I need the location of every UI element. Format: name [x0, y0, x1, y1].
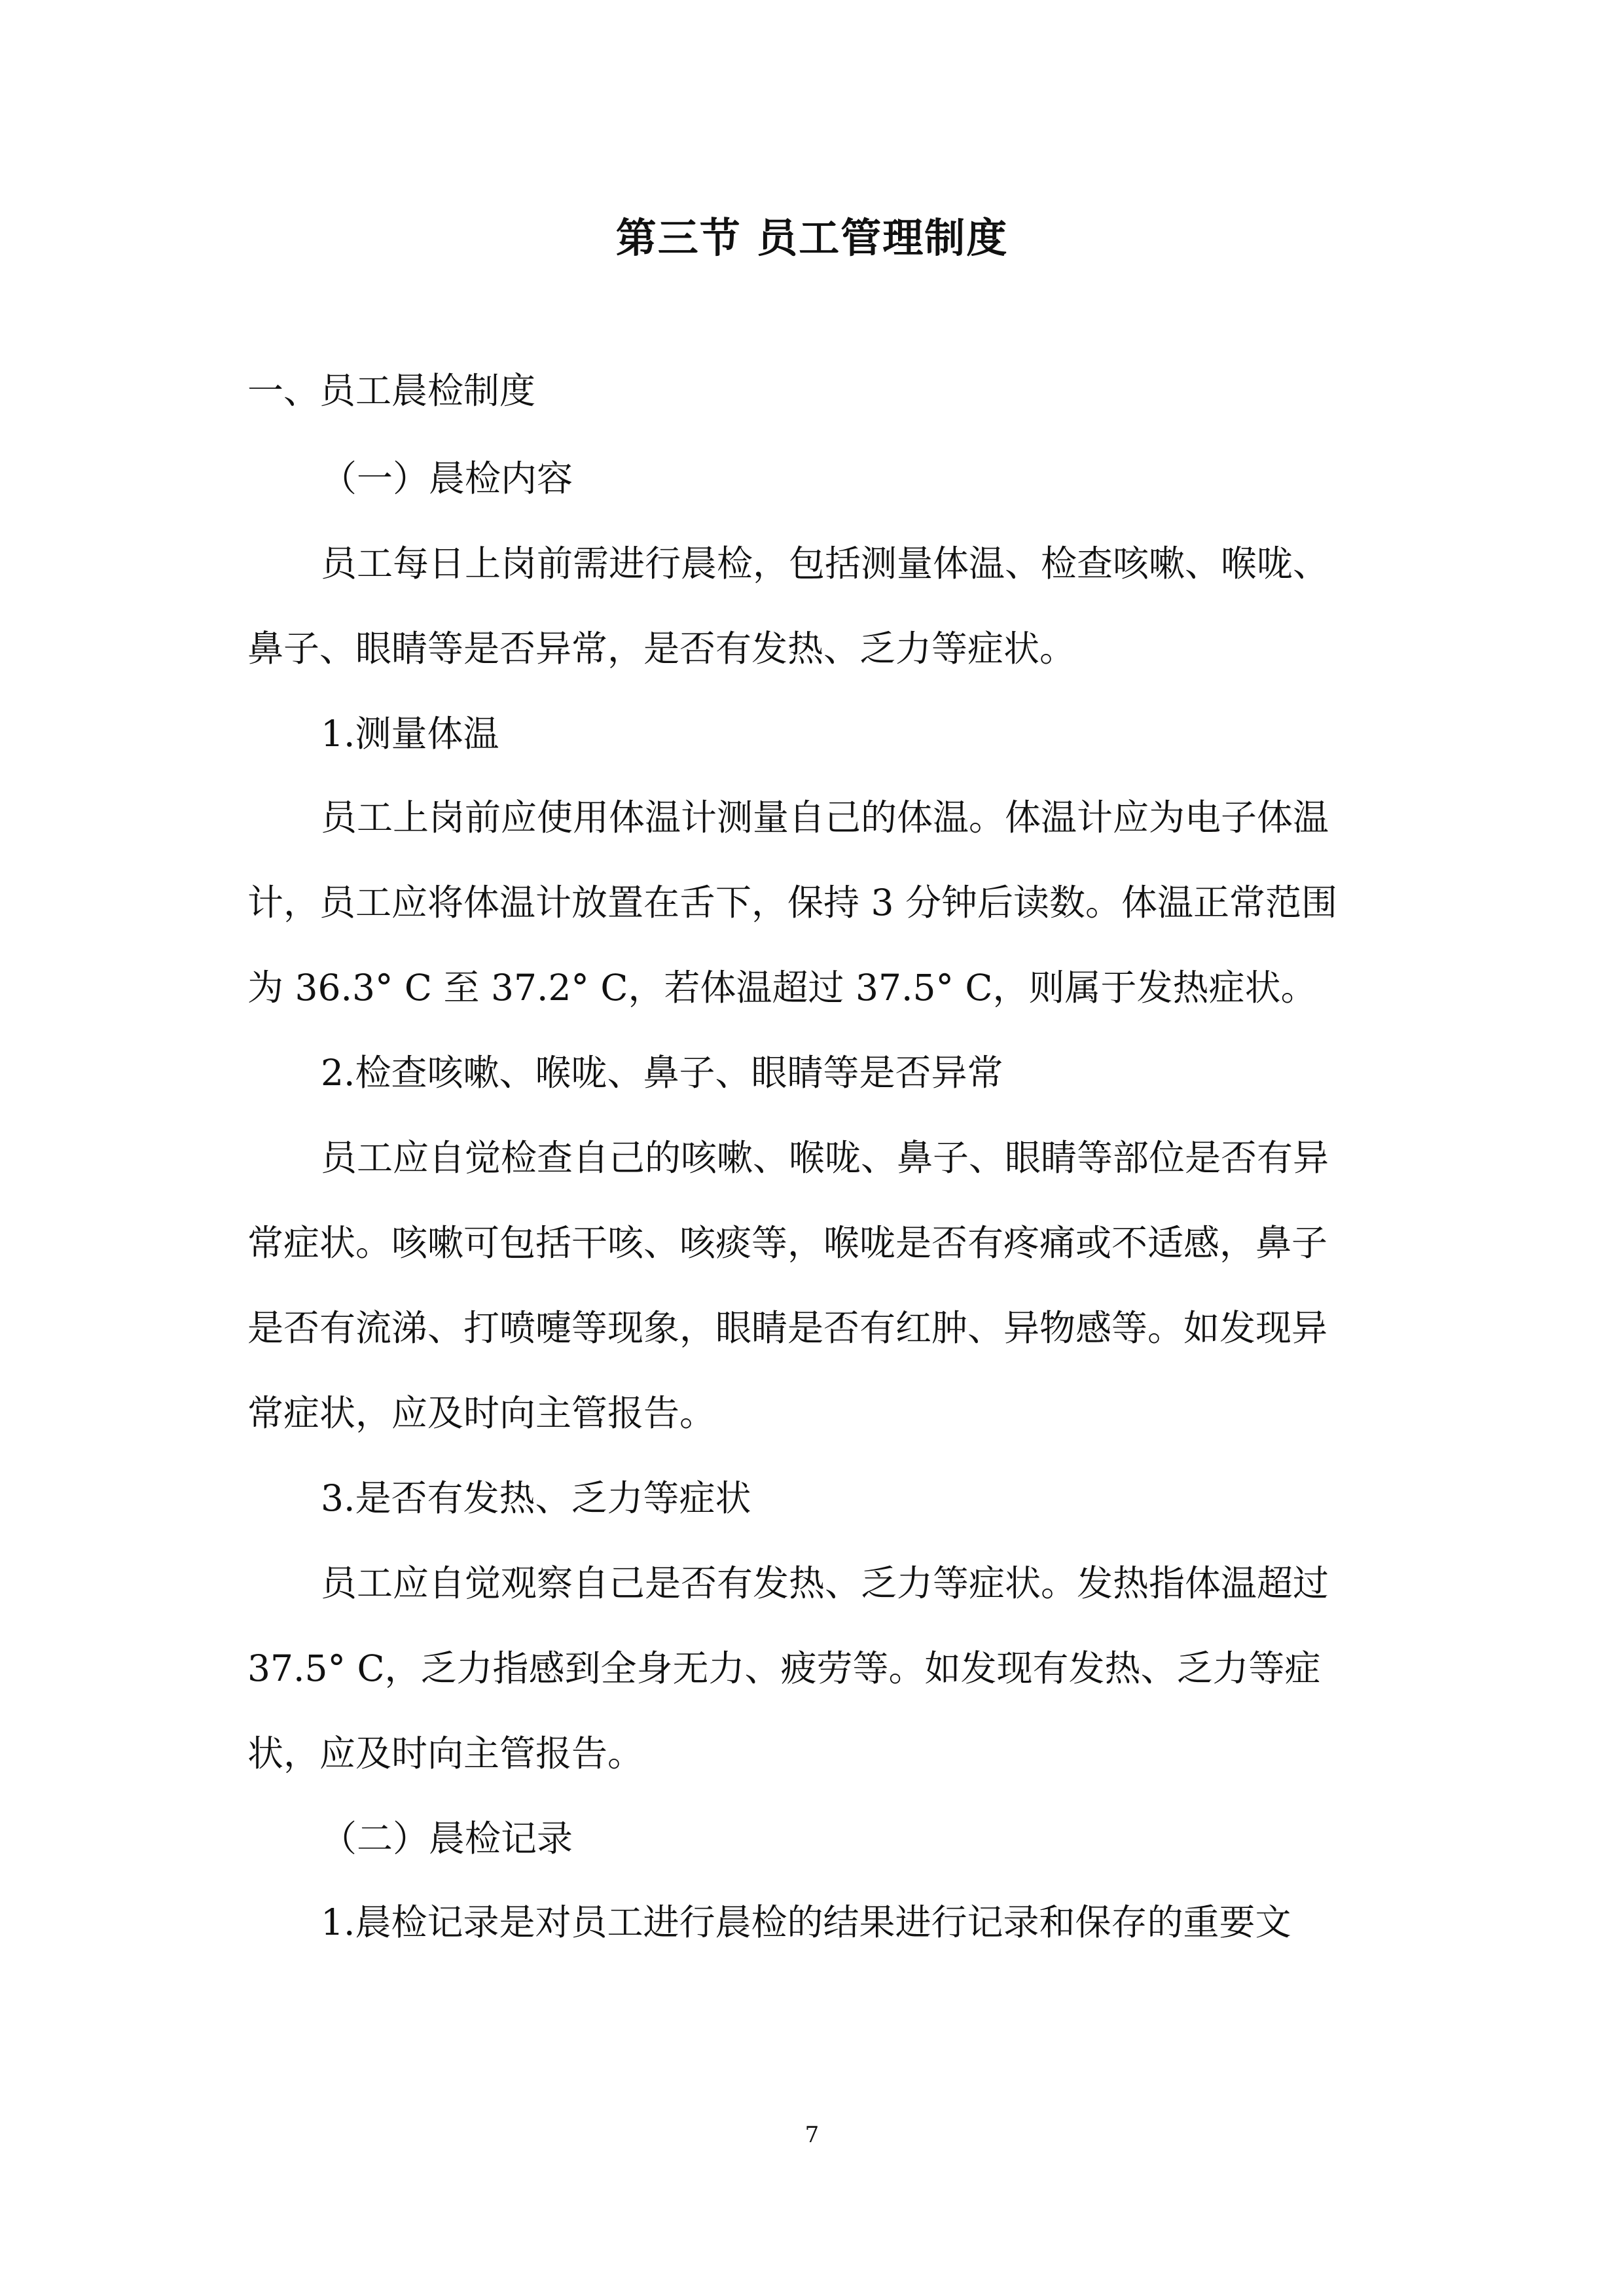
- heading-item: 2.检查咳嗽、喉咙、鼻子、眼睛等是否异常: [321, 1052, 1003, 1094]
- paragraph-line: 状，应及时向主管报告。: [247, 1732, 644, 1774]
- page-number: 7: [804, 2122, 820, 2148]
- paragraph-line: 37.5° C，乏力指感到全身无力、疲劳等。如发现有发热、乏力等症: [247, 1647, 1321, 1689]
- heading-level-2: （一）晨检内容: [321, 457, 573, 499]
- paragraph-line: 鼻子、眼睛等是否异常，是否有发热、乏力等症状。: [247, 628, 1076, 670]
- paragraph-line: 计，员工应将体温计放置在舌下，保持 3 分钟后读数。体温正常范围: [247, 882, 1337, 924]
- paragraph-line: 1.晨检记录是对员工进行晨检的结果进行记录和保存的重要文: [321, 1901, 1291, 1943]
- heading-item: 1.测量体温: [321, 713, 499, 755]
- heading-level-1: 一、员工晨检制度: [247, 370, 536, 412]
- paragraph-line: 常症状，应及时向主管报告。: [247, 1392, 716, 1434]
- paragraph-line: 员工应自觉检查自己的咳嗽、喉咙、鼻子、眼睛等部位是否有异: [321, 1137, 1329, 1179]
- paragraph-line: 员工每日上岗前需进行晨检，包括测量体温、检查咳嗽、喉咙、: [321, 543, 1329, 584]
- heading-level-2: （二）晨检记录: [321, 1818, 573, 1859]
- section-title: 第三节 员工管理制度: [615, 214, 1009, 262]
- paragraph-line: 是否有流涕、打喷嚏等现象，眼睛是否有红肿、异物感等。如发现异: [247, 1307, 1328, 1349]
- heading-item: 3.是否有发热、乏力等症状: [321, 1477, 751, 1519]
- paragraph-line: 为 36.3° C 至 37.2° C，若体温超过 37.5° C，则属于发热症状。: [247, 967, 1317, 1009]
- paragraph-line: 常症状。咳嗽可包括干咳、咳痰等，喉咙是否有疼痛或不适感，鼻子: [247, 1222, 1328, 1264]
- paragraph-line: 员工应自觉观察自己是否有发热、乏力等症状。发热指体温超过: [321, 1562, 1329, 1604]
- paragraph-line: 员工上岗前应使用体温计测量自己的体温。体温计应为电子体温: [321, 797, 1329, 838]
